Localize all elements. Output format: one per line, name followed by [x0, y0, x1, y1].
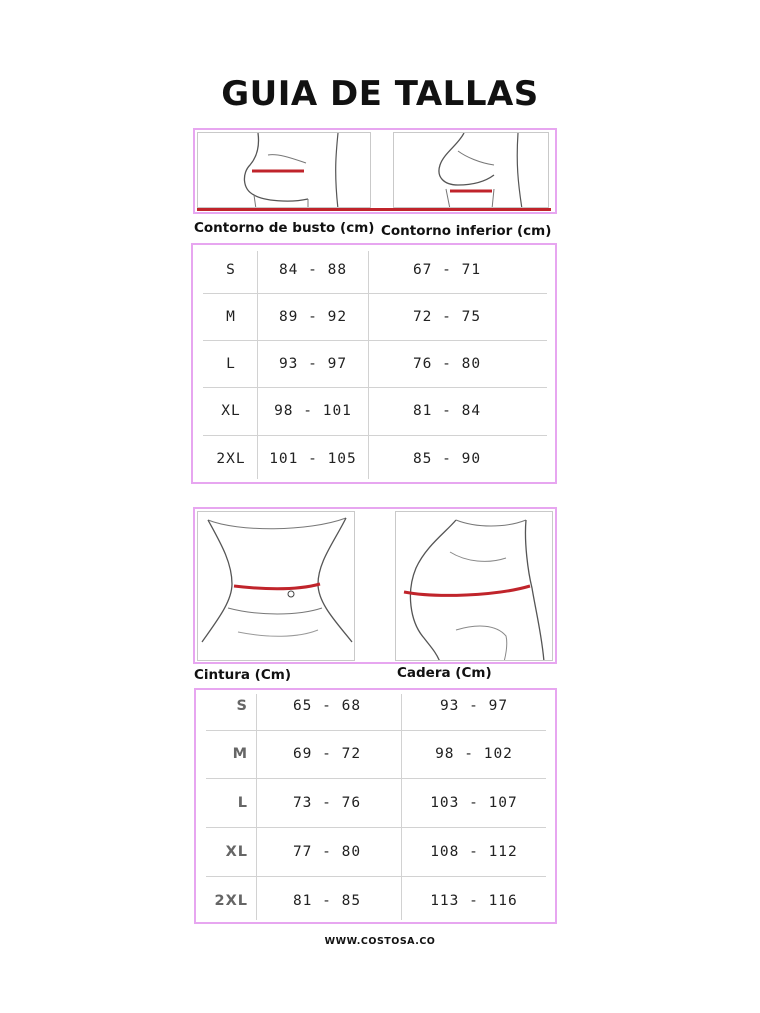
table-row: [196, 890, 555, 912]
row-divider: [203, 387, 547, 388]
underbust-cell: 67 - 71: [412, 262, 482, 278]
hip-cell: 103 - 107: [430, 795, 518, 811]
bust-cell: 89 - 92: [278, 309, 348, 325]
page-title: GUIA DE TALLAS: [221, 74, 539, 114]
size-cell: S: [226, 262, 236, 278]
bust-base-line: [197, 208, 551, 211]
hip-illustration: [395, 511, 553, 661]
size-cell: XL: [221, 403, 241, 419]
waist-cell: 77 - 80: [292, 844, 362, 860]
table-row: [193, 400, 555, 422]
label-inferior: Contorno inferior (cm): [381, 223, 552, 239]
row-divider: [203, 293, 547, 294]
size-cell: L: [237, 795, 248, 811]
website-footer: WWW.COSTOSA.CO: [324, 936, 436, 947]
underbust-cell: 85 - 90: [412, 451, 482, 467]
hip-cell: 108 - 112: [430, 844, 518, 860]
underbust-illustration: [393, 132, 549, 208]
table-row: [193, 353, 555, 375]
size-cell: 2XL: [216, 451, 246, 467]
waist-cell: 69 - 72: [292, 746, 362, 762]
waist-cell: 81 - 85: [292, 893, 362, 909]
size-cell: M: [232, 746, 248, 762]
size-cell: S: [236, 698, 248, 714]
size-table-bust: [191, 243, 557, 484]
underbust-cell: 72 - 75: [412, 309, 482, 325]
underbust-cell: 76 - 80: [412, 356, 482, 372]
bust-cell: 93 - 97: [278, 356, 348, 372]
table-row: [193, 259, 555, 281]
label-cadera: Cadera (Cm): [397, 665, 492, 681]
size-cell: M: [226, 309, 236, 325]
bust-cell: 98 - 101: [274, 403, 352, 419]
row-divider: [206, 730, 546, 731]
row-divider: [203, 435, 547, 436]
size-cell: 2XL: [214, 893, 248, 909]
row-divider: [206, 778, 546, 779]
table-row: [196, 743, 555, 765]
size-cell: L: [226, 356, 236, 372]
table-row: [193, 306, 555, 328]
label-cintura: Cintura (Cm): [194, 667, 291, 683]
bust-cell: 101 - 105: [269, 451, 357, 467]
bust-illustration: [197, 132, 371, 208]
waist-cell: 73 - 76: [292, 795, 362, 811]
table-row: [196, 695, 555, 717]
table-row: [196, 792, 555, 814]
hip-cell: 98 - 102: [435, 746, 513, 762]
hip-cell: 113 - 116: [430, 893, 518, 909]
size-table-waist-hip: [194, 688, 557, 924]
label-busto: Contorno de busto (cm): [194, 220, 375, 236]
bust-illustration-frame: [193, 128, 557, 214]
table-row: [193, 448, 555, 470]
row-divider: [206, 827, 546, 828]
row-divider: [203, 340, 547, 341]
hip-cell: 93 - 97: [439, 698, 509, 714]
table-row: [196, 841, 555, 863]
waist-illustration: [197, 511, 355, 661]
underbust-cell: 81 - 84: [412, 403, 482, 419]
row-divider: [206, 876, 546, 877]
size-cell: XL: [225, 844, 248, 860]
waist-hip-illustration-frame: [193, 507, 557, 664]
waist-cell: 65 - 68: [292, 698, 362, 714]
bust-cell: 84 - 88: [278, 262, 348, 278]
